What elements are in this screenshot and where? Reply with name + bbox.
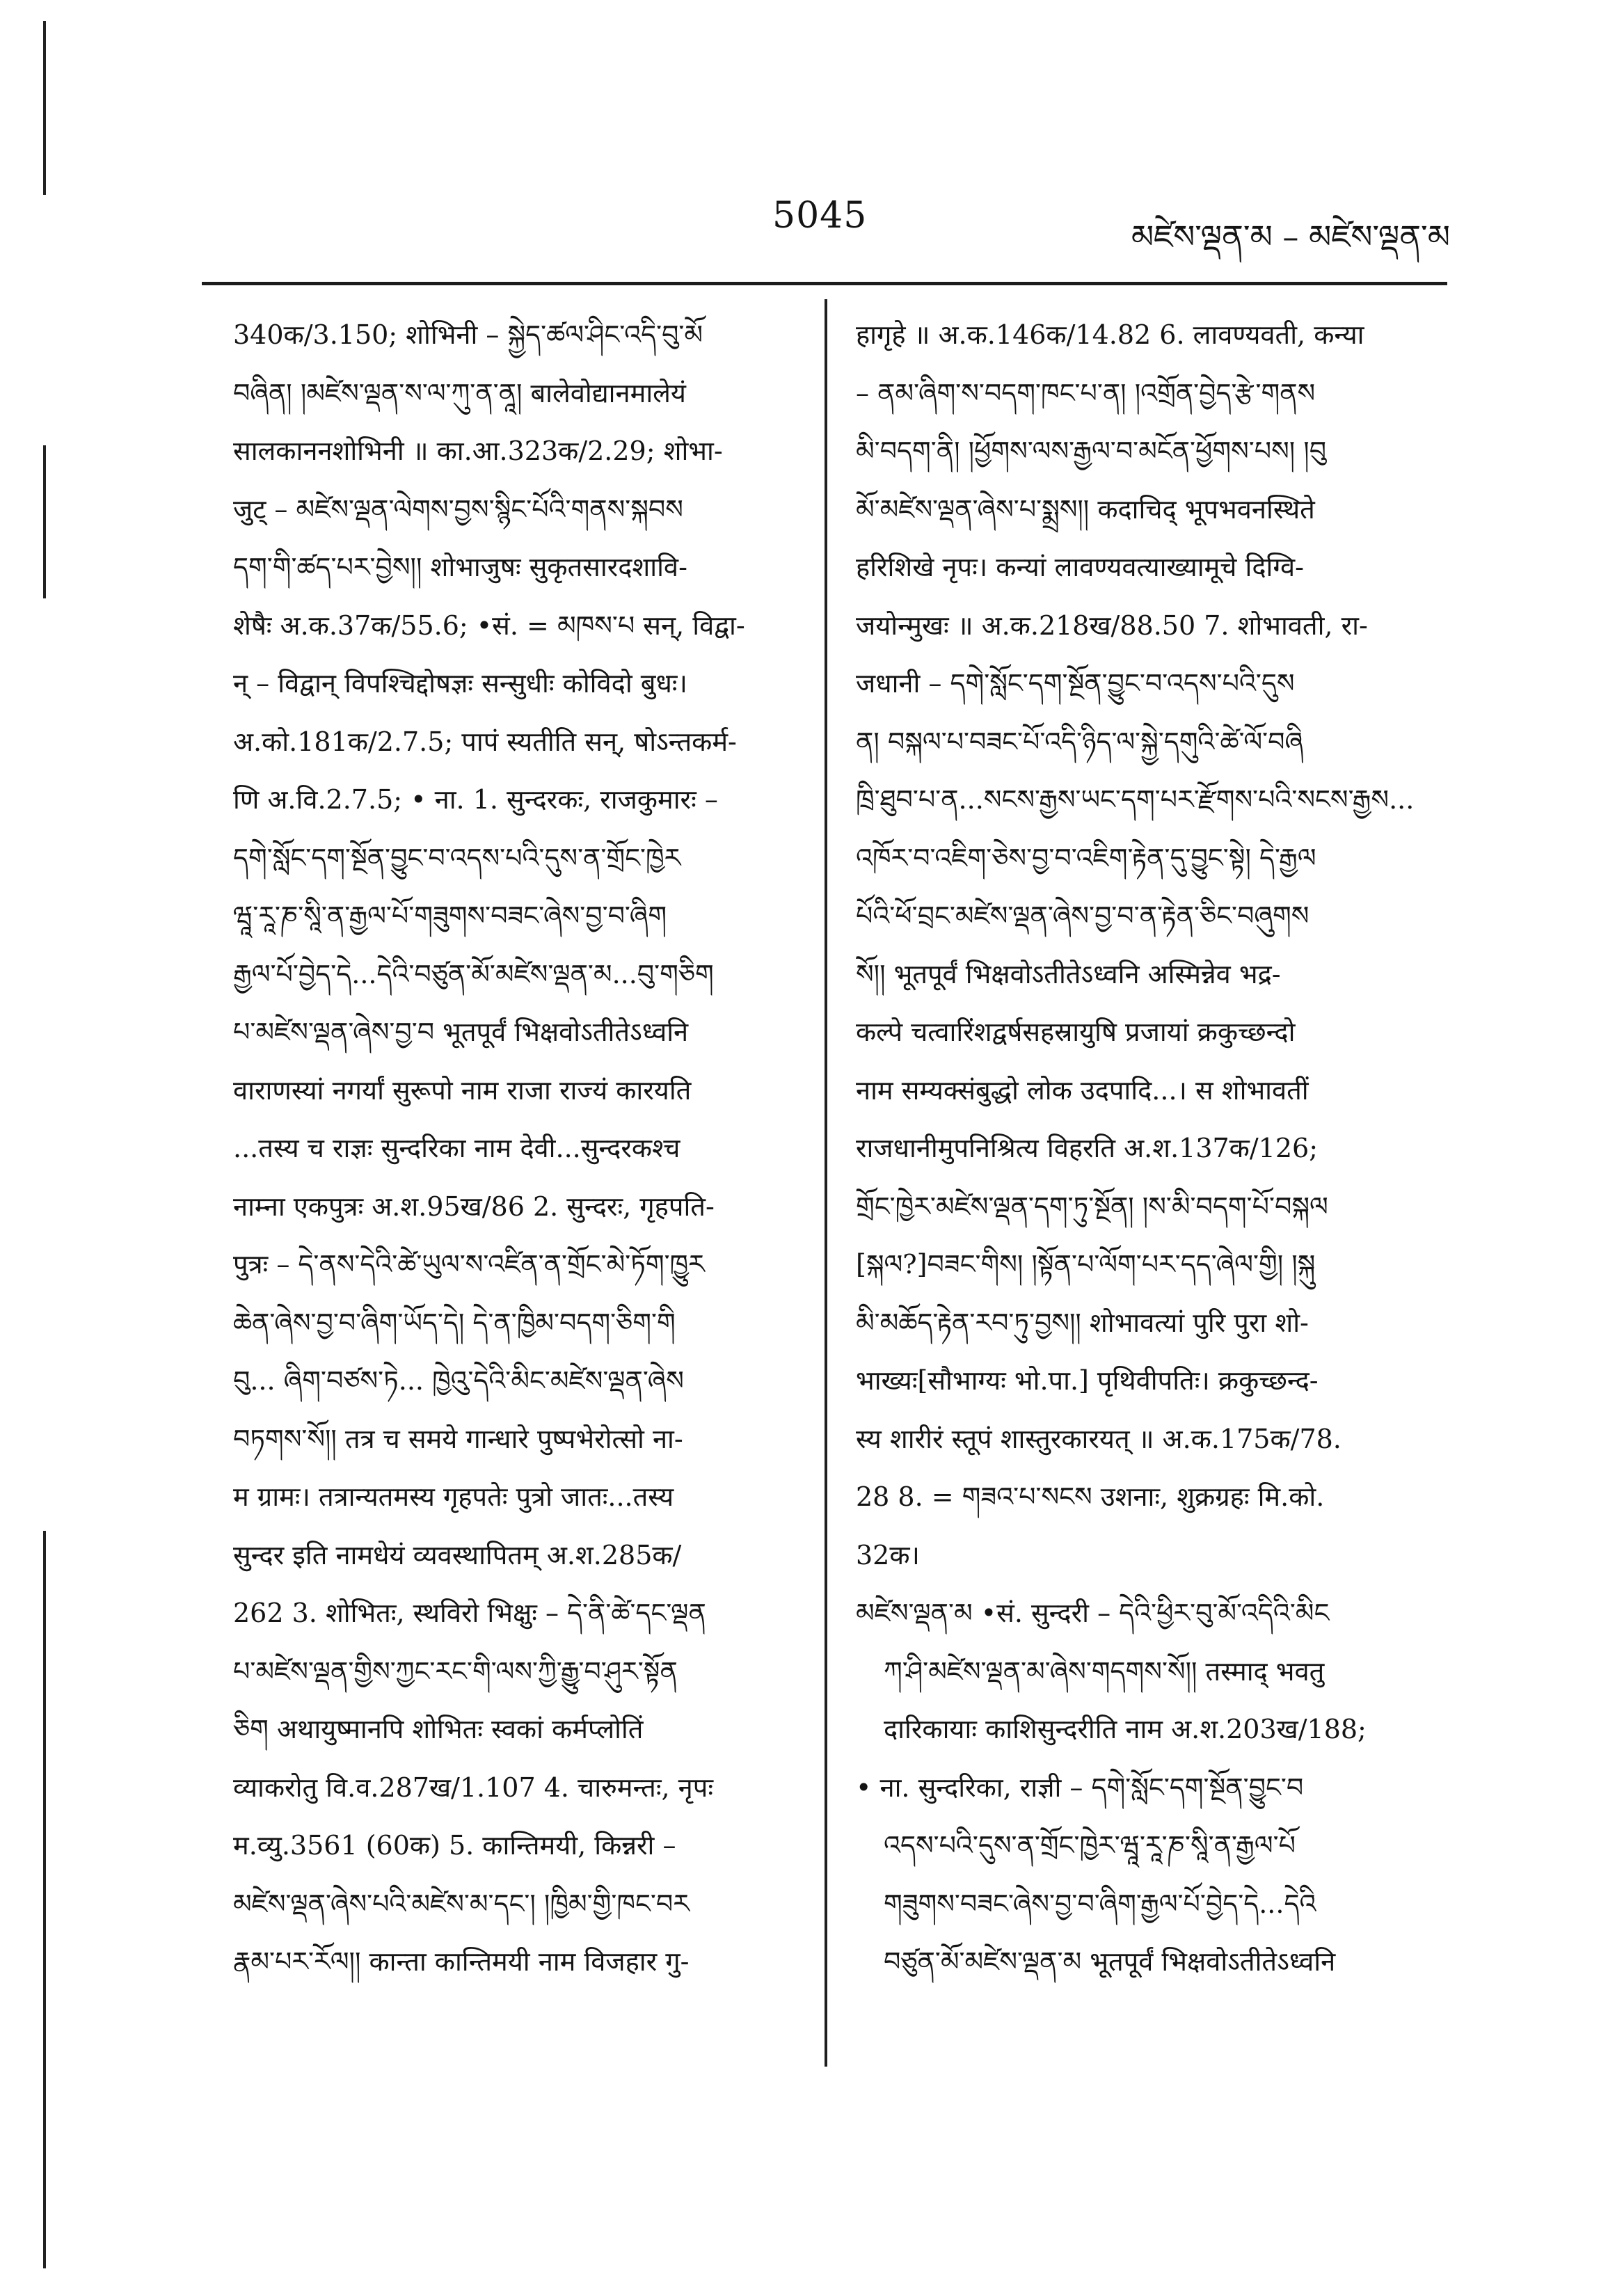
text-line: དག་གི་ཚད་པར་བྱེས།། शोभाजुषः सुकृतसारदशावि- bbox=[233, 552, 687, 582]
text-line: वाराणस्यां नगर्यां सुरूपो नाम राजा राज्यं कारयति bbox=[233, 1074, 692, 1106]
text-line: བཏགས་སོ།། तत्र च समये गान्धारे पुष्पभेरोत्सो ना- bbox=[233, 1423, 683, 1454]
text-line: भाख्यः[सौभाग्यः भो.पा.] पृथिवीपतिः। क्रकुच्छन्द- bbox=[856, 1365, 1319, 1396]
text-line: ཀ་ཤི་མཛེས་ལྡན་མ་ཞེས་གདགས་སོ།། तस्माद् भवतु bbox=[884, 1655, 1325, 1687]
text-line: འཁོར་བ་འཇིག་ཅེས་བྱ་བ་འཇིག་རྟེན་དུ་བྱུང་སྟེ། དེ་རྒྱལ bbox=[856, 842, 1316, 873]
right-column bbox=[856, 306, 1454, 1991]
text-line: 262 3. शोभितः, स्थविरो भिक्षुः – དེ་ནི་ཚེ་དང་ལྡན bbox=[233, 1598, 706, 1628]
text-line: जधानी – དགེ་སློང་དག་སྔོན་བྱུང་བ་འདས་པའི་དུས bbox=[856, 668, 1295, 699]
text-line: पुत्रः – དེ་ནས་དེའི་ཚེ་ཡུལ་ས་འཛིན་ན་གྲོང་མེ་ཏོག་ཁྱུར bbox=[233, 1249, 705, 1280]
scan-margin-line bbox=[43, 1531, 46, 2268]
text-line: དགེ་སློང་དག་སྔོན་བྱུང་བ་འདས་པའི་དུས་ན་གྲོང་ཁྱེར bbox=[233, 842, 681, 873]
text-line: शेषैः अ.क.37क/55.6; •सं. = མཁས་པ सन्, विद्वा- bbox=[233, 610, 745, 641]
left-column bbox=[233, 306, 831, 1991]
text-line: जुट् – མཛེས་ལྡན་ལེགས་བྱས་སྙིང་པོའི་གནས་སྐབས bbox=[233, 493, 683, 525]
text-line: • ना. सुन्दरिका, राज्ञी – དགེ་སློང་དག་སྔོན་བྱུང་བ bbox=[856, 1772, 1304, 1803]
text-line: ཝཱ་རཱ་ཎ་སཱི་ན་རྒྱལ་པོ་གཟུགས་བཟང་ཞེས་བྱ་བ་ཞིག bbox=[233, 900, 667, 931]
text-line: ཆེན་ཞེས་བྱ་བ་ཞིག་ཡོད་དེ། དེ་ན་ཁྱིམ་བདག་ཅིག་གི bbox=[233, 1307, 676, 1338]
text-line: स्य शारीरं स्तूपं शास्तुरकारयत् ॥ अ.क.175क/78. bbox=[856, 1423, 1342, 1454]
text-line: སོ།། भूतपूर्वं भिक्षवोऽतीतेऽध्वनि अस्मिन्नेव भद्र- bbox=[856, 958, 1281, 989]
text-line: མཛེས་ལྡན་ཞེས་པའི་མཛེས་མ་དང་། །ཁྱིམ་གྱི་ཁང་བར bbox=[233, 1888, 690, 1919]
text-line: པ་མཛེས་ལྡན་གྱིས་ཀྱང་རང་གི་ལས་ཀྱི་རྒྱུ་བ་ཤུར་སྟོན bbox=[233, 1655, 678, 1687]
text-line: མཛེས་ལྡན་མ •सं. सुन्दरी – དེའི་ཕྱིར་བུ་མོ་འདིའི་མིང bbox=[856, 1598, 1330, 1628]
text-line: 340क/3.150; शोभिनी – སྐྱེད་ཚལ་ཤིང་འདི་བུ་མོ bbox=[233, 319, 703, 350]
text-line: [སྐལ?]བཟང་གིས། །སྟོན་པ་ལོག་པར་དད་ཞེལ་གྱི། །སྐུ bbox=[856, 1249, 1316, 1280]
text-line: བཞིན། །མཛེས་ལྡན་ས་ལ་ཀུ་ན་ནཱ། बालेवोद्यानमालेयं bbox=[233, 377, 686, 408]
text-line: པོའི་ཕོ་བྲང་མཛེས་ལྡན་ཞེས་བྱ་བ་ན་རྟེན་ཅིང་བཞུགས bbox=[856, 900, 1309, 931]
text-line: མི་མཆོད་རྟེན་རབ་ཏུ་བྱས།། शोभावत्यां पुरि पुरा शो- bbox=[856, 1307, 1309, 1338]
text-line: म ग्रामः। तत्रान्यतमस्य गृहपतेः पुत्रो जातः...तस्य bbox=[233, 1481, 674, 1512]
text-line: པ་མཛེས་ལྡན་ཞེས་བྱ་བ भूतपूर्वं भिक्षवोऽतीतेऽध्वनि bbox=[233, 1017, 689, 1047]
text-line: 28 8. = གཟའ་པ་སངས उशनाः, शुक्रग्रहः मि.को. bbox=[856, 1481, 1325, 1512]
text-line: नाम्ना एकपुत्रः अ.श.95ख/86 2. सुन्दरः, गृहपति- bbox=[233, 1191, 715, 1222]
text-line: གྲོང་ཁྱེར་མཛེས་ལྡན་དག་ཏུ་སྔོན། །ས་མི་བདག་པོ་བསྐལ bbox=[856, 1191, 1328, 1222]
text-line: གཟུགས་བཟང་ཞེས་བྱ་བ་ཞིག་རྒྱལ་པོ་བྱེད་དེ...དེའི bbox=[884, 1888, 1316, 1919]
text-line: नाम सम्यक्संबुद्धो लोक उदपादि...। स शोभावतीं bbox=[856, 1074, 1309, 1106]
text-line: दारिकायाः काशिसुन्दरीति नाम अ.श.203ख/188; bbox=[884, 1714, 1367, 1744]
text-line: རྒྱལ་པོ་བྱེད་དེ...དེའི་བཙུན་མོ་མཛེས་ལྡན་མ...བུ་གཅིག bbox=[233, 958, 714, 989]
text-line: བཙུན་མོ་མཛེས་ལྡན་མ भूतपूर्वं भिक्षवोऽतीतेऽध्वनि bbox=[884, 1946, 1336, 1977]
text-line: अ.को.181क/2.7.5; पापं स्यतीति सन्, षोऽन्तकर्म- bbox=[233, 726, 737, 757]
text-line: ཁྲི་ཐུབ་པ་ན...སངས་རྒྱས་ཡང་དག་པར་རྫོགས་པའི་སངས་རྒྱས... bbox=[856, 784, 1415, 815]
page-number: 5045 bbox=[772, 195, 868, 237]
text-line: सालकाननशोभिनी ॥ का.आ.323क/2.29; शोभा- bbox=[233, 436, 723, 466]
scan-margin-line bbox=[43, 21, 46, 195]
running-head: མཛེས་ལྡན་མ – མཛེས་ལྡན་མ bbox=[1131, 218, 1450, 255]
text-line: འདས་པའི་དུས་ན་གྲོང་ཁྱེར་ཝཱ་རཱ་ཎ་སཱི་ན་རྒྱལ་པོ bbox=[884, 1830, 1296, 1861]
text-line: राजधानीमुपनिश्रित्य विहरति अ.श.137क/126; bbox=[856, 1133, 1319, 1163]
text-line: म.व्यु.3561 (60क) 5. कान्तिमयी, किन्नरी – bbox=[233, 1830, 676, 1861]
column-divider bbox=[825, 299, 827, 2067]
scan-margin-line bbox=[43, 445, 46, 598]
text-line: ན། བསྐལ་པ་བཟང་པོ་འདི་ཉིད་ལ་སྐྱེ་དགུའི་ཚེ་ལོ་བཞི bbox=[856, 726, 1304, 757]
text-line: མོ་མཛེས་ལྡན་ཞེས་པ་སྨྲས།། कदाचिद् भूपभवनस्थिते bbox=[856, 493, 1315, 525]
text-line: 32क। bbox=[856, 1539, 920, 1570]
text-line: རྣམ་པར་རོལ།། कान्ता कान्तिमयी नाम विजहार गु- bbox=[233, 1946, 690, 1977]
header-rule bbox=[202, 282, 1447, 285]
text-line: हागृहे ॥ अ.क.146क/14.82 6. लावण्यवती, कन्या bbox=[856, 319, 1364, 350]
text-line: न् – विद्वान् विपश्चिद्दोषज्ञः सन्सुधीः कोविदो बुधः। bbox=[233, 668, 687, 699]
text-line: जयोन्मुखः ॥ अ.क.218ख/88.50 7. शोभावती, रा- bbox=[856, 610, 1368, 641]
text-line: – ནམ་ཞིག་ས་བདག་ཁང་པ་ན། །འགྲོན་བྱེད་རྩེ་གནས bbox=[856, 377, 1316, 408]
text-line: ...तस्य च राज्ञः सुन्दरिका नाम देवी...सुन्दरकश्च bbox=[233, 1133, 680, 1163]
text-line: हरिशिखे नृपः। कन्यां लावण्यवत्याख्यामूचे दिग्वि- bbox=[856, 552, 1305, 582]
text-line: कल्पे चत्वारिंशद्वर्षसहस्रायुषि प्रजायां क्रकुच्छन्दो bbox=[856, 1017, 1296, 1047]
text-line: सुन्दर इति नामधेयं व्यवस्थापितम् अ.श.285क/ bbox=[233, 1539, 682, 1570]
text-line: མི་བདག་ནི། །ཕྱོགས་ལས་རྒྱལ་བ་མངོན་ཕྱོགས་པས། །བུ bbox=[856, 436, 1327, 466]
text-line: णि अ.वि.2.7.5; • ना. 1. सुन्दरकः, राजकुमारः – bbox=[233, 784, 718, 815]
text-line: ཅིག अथायुष्मानपि शोभितः स्वकां कर्मप्लोतिं bbox=[233, 1714, 644, 1744]
text-line: व्याकरोतु वि.व.287ख/1.107 4. चारुमन्तः, नृपः bbox=[233, 1772, 714, 1803]
text-line: བུ... ཞིག་བཙས་ཏེ... ཁྱེའུ་དེའི་མིང་མཛེས་ལྡན་ཞེས bbox=[233, 1365, 684, 1396]
